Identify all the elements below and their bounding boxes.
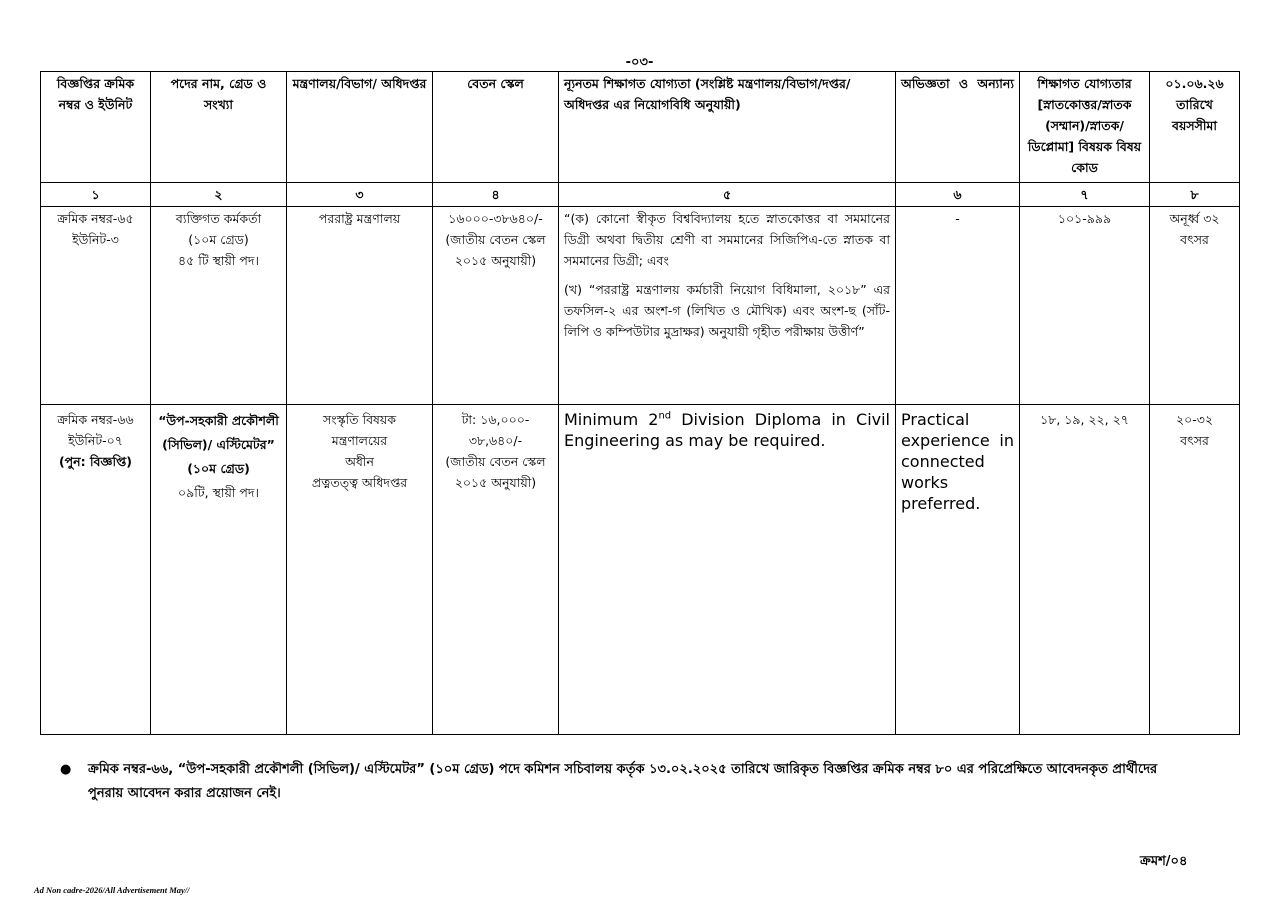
header-min-qualification: ন্যূনতম শিক্ষাগত যোগ্যতা (সংশ্লিষ্ট মন্ত্রণালয়/বিভাগ/দপ্তর/অধিদপ্তর এর নিয়োগবিধি অনুযায়ী) [559, 72, 896, 183]
footer-reference: Ad Non cadre-2026/All Advertisement May// [34, 885, 190, 895]
header-pay-scale: বেতন স্কেল [433, 72, 559, 183]
column-number: ৮ [1150, 183, 1240, 207]
column-number: ৭ [1020, 183, 1150, 207]
ministry-cell [287, 405, 433, 735]
pay-scale-value: ১৬০০০-৩৮৬৪০/- [448, 211, 543, 226]
serial-unit-cell [41, 405, 151, 735]
subject-code-value: ১৮, ১৯, ২২, ২৭ [1040, 412, 1129, 427]
subject-code-cell [1020, 405, 1150, 735]
pay-scale-note: (জাতীয় বেতন স্কেল ২০১৫ অনুযায়ী) [445, 232, 546, 268]
age-limit-unit: বৎসর [1180, 433, 1209, 448]
serial-number: ক্রমিক নম্বর-৬৬ [57, 412, 134, 427]
column-number: ৪ [433, 183, 559, 207]
post-cell [151, 207, 287, 405]
pay-scale-cell [433, 207, 559, 405]
note [60, 758, 1190, 806]
age-limit-value: ২০-৩২ [1175, 412, 1214, 427]
table-row [41, 405, 1240, 735]
serial-unit-cell [41, 207, 151, 405]
qualification-cell [559, 405, 896, 735]
subject-code-value: ১০১-৯৯৯ [1057, 211, 1112, 226]
re-advertisement-label: (পুন: বিজ্ঞপ্তি) [58, 454, 133, 469]
experience-cell [896, 405, 1020, 735]
header-subject-code: শিক্ষাগত যোগ্যতার [স্নাতকোত্তর/স্নাতক (সম্মান)/স্নাতক/ ডিপ্লোমা] বিষয়ক বিষয় কোড [1020, 72, 1150, 183]
header-serial-unit: বিজ্ঞপ্তির ক্রমিক নম্বর ও ইউনিট [41, 72, 151, 183]
header-age-limit: ০১.০৬.২৬ তারিখে বয়সসীমা [1150, 72, 1240, 183]
serial-number: ক্রমিক নম্বর-৬৫ [57, 211, 134, 226]
column-number: ৫ [559, 183, 896, 207]
qualification-text-part: Division Diploma in Civil Engineering as may be required. [564, 410, 891, 450]
column-number: ১ [41, 183, 151, 207]
qualification-superscript: nd [658, 410, 672, 422]
ministry-line: প্রত্নতত্ত্ব অধিদপ্তর [311, 475, 408, 490]
ministry-line: সংস্কৃতি বিষয়ক [322, 412, 397, 427]
unit-number: ইউনিট-৩ [72, 232, 119, 247]
header-experience: অভিজ্ঞতা ও অন্যান্য [896, 72, 1020, 183]
age-limit-value: অনূর্ধ্ব ৩২ [1169, 211, 1220, 226]
note-text: ক্রমিক নম্বর-৬৬, “উপ-সহকারী প্রকৌশলী (সিভিল)/ এস্টিমেটর” (১০ম গ্রেড) পদে কমিশন সচিবালয় কর্তৃক ১৩.০২.২০২৫ তারিখে জারিকৃত বিজ্ঞপ্তির ক্রমিক নম্বর ৮০ এর পরিপ্রেক্ষিতে আবেদনকৃত প্রার্থীদের পুনরায় আবেদন করার প্রয়োজন নেই। [88, 762, 1158, 801]
qualification-text-part: Minimum 2 [564, 410, 659, 429]
ministry-line: মন্ত্রণালয়ের [331, 433, 388, 448]
experience-cell [896, 207, 1020, 405]
post-name: ব্যক্তিগত কর্মকর্তা [175, 211, 262, 226]
post-count: ০৯টি, স্থায়ী পদ। [178, 485, 259, 500]
age-limit-cell [1150, 207, 1240, 405]
ministry-name: পররাষ্ট্র মন্ত্রণালয় [318, 211, 401, 226]
pay-scale-value: টা: ১৬,০০০- [461, 412, 530, 427]
recruitment-table [40, 71, 1240, 735]
ministry-cell [287, 207, 433, 405]
post-grade: (১০ম গ্রেড) [188, 232, 249, 247]
table-row [41, 207, 1240, 405]
experience-value: - [955, 211, 960, 226]
pay-scale-value: ৩৮,৬৪০/- [468, 433, 523, 448]
post-grade: (১০ম গ্রেড) [187, 461, 250, 476]
experience-value: Practical experience in connected works preferred. [901, 410, 1014, 513]
qualification-cell [559, 207, 896, 405]
header-post-name: পদের নাম, গ্রেড ও সংখ্যা [151, 72, 287, 183]
post-count: ৪৫ টি স্থায়ী পদ। [178, 253, 259, 268]
bullet-icon: ● [60, 762, 72, 777]
post-name: “উপ-সহকারী প্রকৌশলী (সিভিল)/ এস্টিমেটর” [158, 413, 279, 452]
ministry-line: অধীন [345, 454, 374, 469]
column-number: ৬ [896, 183, 1020, 207]
column-number-row [41, 183, 1240, 207]
post-cell [151, 405, 287, 735]
unit-number: ইউনিট-০৭ [68, 433, 123, 448]
continued-marker: ক্রমশ/০৪ [1140, 854, 1188, 869]
page-number: -০৩- [625, 55, 654, 70]
column-number: ২ [151, 183, 287, 207]
header-ministry: মন্ত্রণালয়/বিভাগ/ অধিদপ্তর [287, 72, 433, 183]
age-limit-cell [1150, 405, 1240, 735]
pay-scale-cell [433, 405, 559, 735]
age-limit-unit: বৎসর [1180, 232, 1209, 247]
column-number: ৩ [287, 183, 433, 207]
header-row [41, 72, 1240, 183]
qualification-b: (খ) “পররাষ্ট্র মন্ত্রণালয় কর্মচারী নিয়োগ বিধিমালা, ২০১৮” এর তফসিল-২ এর অংশ-গ (লিখিত ও মৌখিক) এবং অংশ-ছ (সাঁট-লিপি ও কম্পিউটার মুদ্রাক্ষর) অনুযায়ী গৃহীত পরীক্ষায় উত্তীর্ণ” [564, 282, 890, 339]
qualification-a: “(ক) কোনো স্বীকৃত বিশ্ববিদ্যালয় হতে স্নাতকোত্তর বা সমমানের ডিগ্রী অথবা দ্বিতীয় শ্রেণী বা সমমানের সিজিপিএ-তে স্নাতক বা সমমানের ডিগ্রী; এবং [564, 211, 890, 268]
qualification-text [564, 409, 890, 451]
subject-code-cell [1020, 207, 1150, 405]
pay-scale-note: (জাতীয় বেতন স্কেল ২০১৫ অনুযায়ী) [445, 454, 546, 490]
